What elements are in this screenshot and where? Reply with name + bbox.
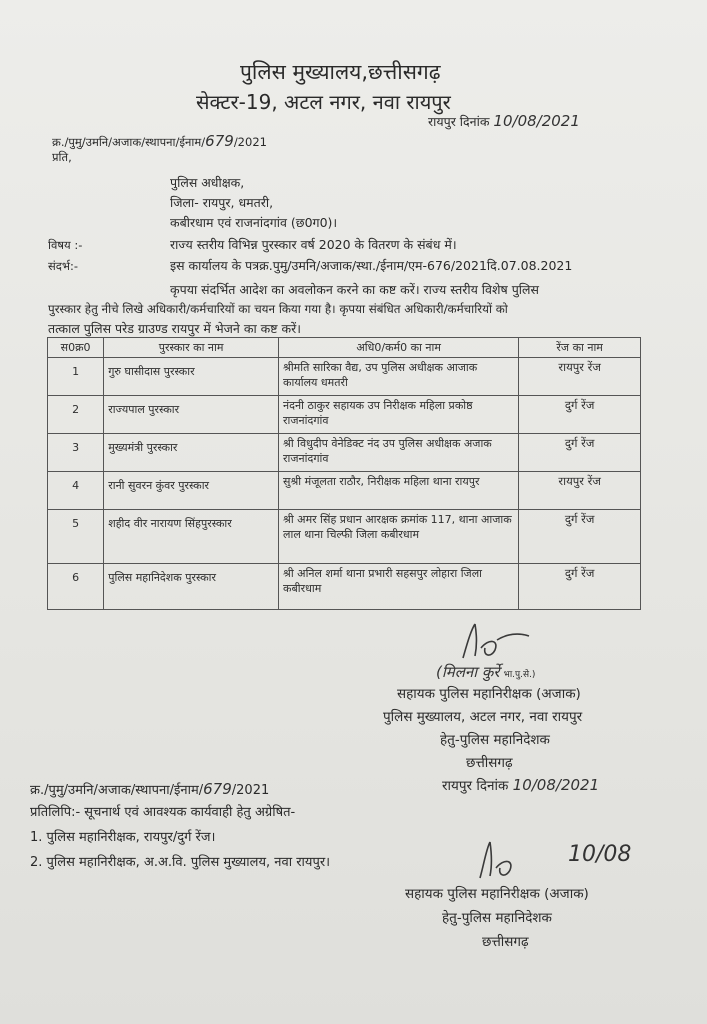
cell-officer: श्रीमति सारिका वैद्य, उप पुलिस अधीक्षक आजाक कार्यालय धमतरी bbox=[279, 358, 519, 396]
cell-award: राज्यपाल पुरस्कार bbox=[104, 396, 279, 434]
cell-award: मुख्यमंत्री पुरस्कार bbox=[104, 434, 279, 472]
signatory-1-name bbox=[436, 662, 535, 682]
reference-text: इस कार्यालय के पत्रक्र.पुमु/उमनि/अजाक/स्था./ईनाम/एम-676/2021दि.07.08.2021 bbox=[170, 258, 573, 273]
signatory-1-office: पुलिस मुख्यालय, अटल नगर, नवा रायपुर bbox=[383, 709, 583, 725]
cell-award: गुरु घासीदास पुरस्कार bbox=[104, 358, 279, 396]
cell-serial: 4 bbox=[48, 472, 104, 510]
header-serial: स0क्र0 bbox=[48, 338, 104, 358]
reference-number bbox=[52, 132, 267, 150]
copy-intro: प्रतिलिपि:- सूचनार्थ एवं आवश्यक कार्यवाही हेतु अग्रेषित- bbox=[30, 805, 296, 820]
office-address: सेक्टर-19, अटल नगर, नवा रायपुर bbox=[196, 90, 451, 114]
copy-reference-year: /2021 bbox=[231, 783, 270, 798]
reference-prefix: क्र./पुमु/उमनि/अजाक/स्थापना/ईनाम/ bbox=[52, 135, 206, 149]
cell-officer: श्री अनिल शर्मा थाना प्रभारी सहसपुर लोहारा जिला कबीरधाम bbox=[279, 564, 519, 610]
addressee-line-1: पुलिस अधीक्षक, bbox=[170, 175, 245, 190]
signatory-2-state: छत्तीसगढ़ bbox=[482, 934, 529, 950]
signatory-1-date-label: रायपुर दिनांक bbox=[442, 778, 509, 794]
cell-officer: श्री अमर सिंह प्रधान आरक्षक क्रमांक 117, थाना आजाक लाल थाना चिल्फी जिला कबीरधाम bbox=[279, 510, 519, 564]
reference-year: /2021 bbox=[233, 135, 267, 149]
signatory-2-designation: सहायक पुलिस महानिरीक्षक (अजाक) bbox=[405, 886, 589, 902]
copy-item-2: 2. पुलिस महानिरीक्षक, अ.अ.वि. पुलिस मुख्यालय, नवा रायपुर। bbox=[30, 855, 331, 870]
cell-range: दुर्ग रेंज bbox=[519, 564, 641, 610]
cell-award: पुलिस महानिदेशक पुरस्कार bbox=[104, 564, 279, 610]
signatory-2-for: हेतु-पुलिस महानिदेशक bbox=[442, 910, 552, 926]
signatory-1-for: हेतु-पुलिस महानिदेशक bbox=[440, 732, 550, 748]
addressee-line-3: कबीरधाम एवं राजनांदगांव (छ0ग0)। bbox=[170, 215, 338, 230]
copy-reference-number bbox=[30, 780, 269, 798]
cell-serial: 2 bbox=[48, 396, 104, 434]
cell-serial: 6 bbox=[48, 564, 104, 610]
header-award-name: पुरस्कार का नाम bbox=[104, 338, 279, 358]
cell-officer: सुश्री मंजूलता राठौर, निरीक्षक महिला थाना रायपुर bbox=[279, 472, 519, 510]
copy-reference-handwritten-number: 679 bbox=[203, 780, 232, 798]
body-line-1: कृपया संदर्भित आदेश का अवलोकन करने का कष्ट करें। राज्य स्तरीय विशेष पुलिस bbox=[170, 282, 539, 297]
header-date bbox=[428, 112, 580, 130]
signature-1-mark bbox=[455, 618, 535, 664]
signature-2-mark bbox=[470, 836, 530, 884]
addressee-line-2: जिला- रायपुर, धमतरी, bbox=[170, 195, 274, 210]
reference-handwritten-number: 679 bbox=[205, 132, 234, 150]
cell-serial: 5 bbox=[48, 510, 104, 564]
cell-award: शहीद वीर नारायण सिंहपुरस्कार bbox=[104, 510, 279, 564]
signatory-1-date bbox=[442, 776, 599, 794]
office-name: पुलिस मुख्यालय,छत्तीसगढ़ bbox=[240, 60, 441, 84]
cell-officer: श्री विधुदीप वेनेडिक्ट नंद उप पुलिस अधीक्षक अजाक राजनांदगांव bbox=[279, 434, 519, 472]
copy-item-1: 1. पुलिस महानिरीक्षक, रायपुर/दुर्ग रेंज। bbox=[30, 830, 216, 845]
body-line-2: पुरस्कार हेतु नीचे लिखे अधिकारी/कर्मचारियों का चयन किया गया है। कृपया संबंधित अधिकारी/कर्मचारियों को bbox=[48, 302, 508, 316]
cell-range: रायपुर रेंज bbox=[519, 472, 641, 510]
cell-officer: नंदनी ठाकुर सहायक उप निरीक्षक महिला प्रकोष्ठ राजनांदगांव bbox=[279, 396, 519, 434]
prati-label: प्रति, bbox=[52, 150, 72, 164]
reference-label: संदर्भ:- bbox=[48, 259, 78, 273]
cell-range: दुर्ग रेंज bbox=[519, 510, 641, 564]
cell-serial: 3 bbox=[48, 434, 104, 472]
header-range-name: रेंज का नाम bbox=[519, 338, 641, 358]
signature-2-date-note: 10/08 bbox=[568, 842, 632, 867]
subject-label: विषय :- bbox=[48, 238, 83, 252]
header-officer-name: अधि0/कर्म0 का नाम bbox=[279, 338, 519, 358]
body-line-3: तत्काल पुलिस परेड ग्राउण्ड रायपुर में भेजने का कष्ट करें। bbox=[48, 321, 301, 336]
cell-serial: 1 bbox=[48, 358, 104, 396]
table-header-row bbox=[48, 338, 641, 358]
table-row bbox=[48, 472, 641, 510]
signatory-1-state: छत्तीसगढ़ bbox=[466, 755, 513, 771]
cell-award: रानी सुवरन कुंवर पुरस्कार bbox=[104, 472, 279, 510]
header-date-value: 10/08/2021 bbox=[493, 112, 580, 130]
signatory-1-designation: सहायक पुलिस महानिरीक्षक (अजाक) bbox=[397, 686, 581, 702]
header-date-label: रायपुर दिनांक bbox=[428, 114, 490, 129]
signatory-1-date-value: 10/08/2021 bbox=[512, 776, 600, 794]
subject-text: राज्य स्तरीय विभिन्न पुरस्कार वर्ष 2020 के वितरण के संबंध में। bbox=[170, 237, 457, 252]
cell-range: दुर्ग रेंज bbox=[519, 434, 641, 472]
signatory-1-handwritten-name: (मिलना कुर्रे bbox=[436, 663, 500, 681]
signatory-1-service: भा.पु.से.) bbox=[503, 670, 536, 680]
table-row bbox=[48, 510, 641, 564]
cell-range: दुर्ग रेंज bbox=[519, 396, 641, 434]
awards-table bbox=[47, 337, 641, 610]
copy-reference-prefix: क्र./पुमु/उमनि/अजाक/स्थापना/ईनाम/ bbox=[30, 783, 204, 798]
table-row bbox=[48, 396, 641, 434]
cell-range: रायपुर रेंज bbox=[519, 358, 641, 396]
table-row bbox=[48, 358, 641, 396]
table-row bbox=[48, 434, 641, 472]
table-row bbox=[48, 564, 641, 610]
